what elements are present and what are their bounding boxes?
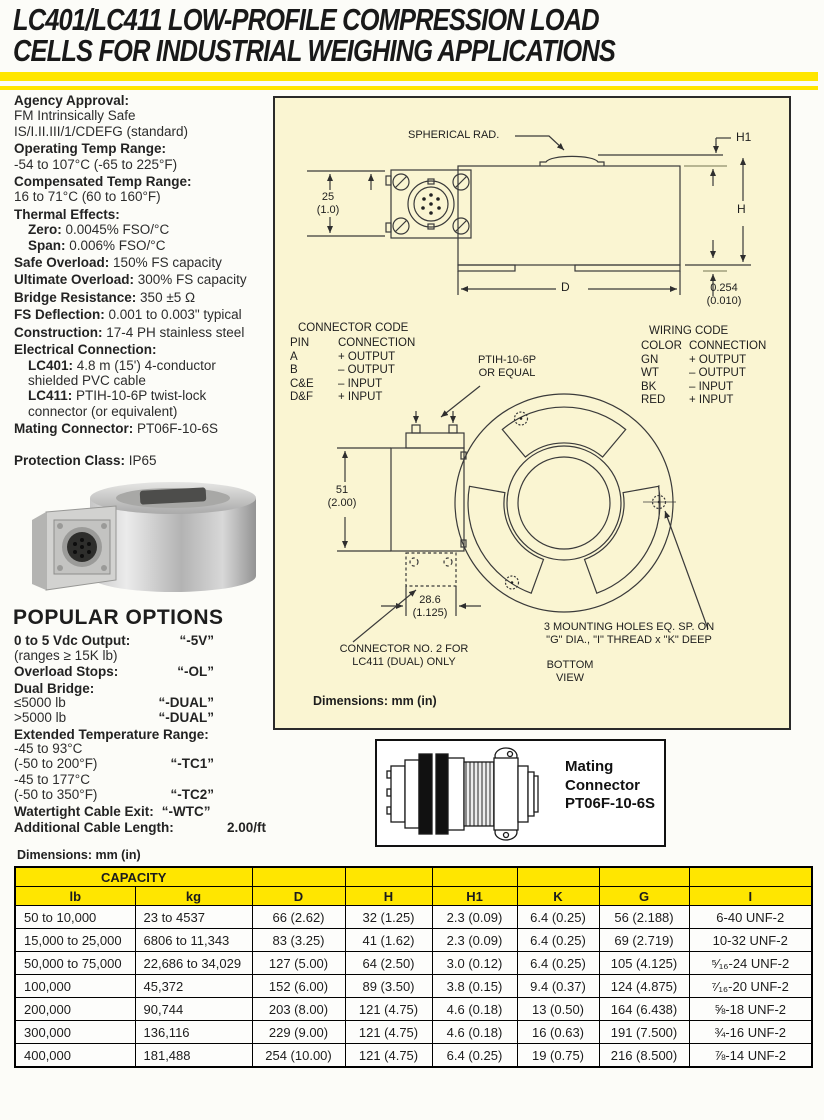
option-line [14, 742, 214, 757]
capacity-header: CAPACITY [15, 867, 252, 887]
table-cell: 6.4 (0.25) [517, 929, 599, 952]
table-cell: 90,744 [135, 998, 252, 1021]
table-cell: 50 to 10,000 [15, 906, 135, 929]
spec-label: Safe Overload: [14, 255, 110, 271]
spec-line [14, 404, 272, 419]
code-row [641, 367, 766, 380]
bottom-view-label [538, 659, 602, 684]
option-code: “-DUAL” [158, 695, 214, 711]
code-row [641, 354, 766, 367]
table-cell: 216 (8.500) [599, 1044, 689, 1068]
option-label: ≤5000 lb [14, 695, 66, 711]
spec-line [14, 307, 272, 322]
dim-0254-in: (0.010) [706, 294, 742, 307]
dim-25-label [305, 191, 351, 216]
table-cell: 50,000 to 75,000 [15, 952, 135, 975]
connector-code-col2: CONNECTION [338, 337, 416, 350]
table-row [15, 952, 812, 975]
code-col2: + OUTPUT [338, 350, 396, 363]
spec-line [14, 255, 272, 270]
code-row [641, 381, 766, 394]
code-col2: + OUTPUT [689, 353, 747, 366]
spec-text: 150% FS capacity [109, 255, 222, 271]
table-cell: 15,000 to 25,000 [15, 929, 135, 952]
code-col1: C&E [290, 377, 314, 390]
code-col1: BK [641, 380, 657, 393]
spec-text: IP65 [125, 452, 157, 468]
wiring-code-col1: COLOR [641, 340, 682, 353]
code-row [290, 364, 415, 377]
column-header-d: D [252, 887, 345, 906]
mating-connector-caption [565, 758, 655, 814]
dim-286-in: (1.125) [412, 606, 448, 619]
spec-line [14, 222, 272, 237]
table-cell: 6.4 (0.25) [517, 906, 599, 929]
table-cell: 152 (6.00) [252, 975, 345, 998]
spec-line [14, 388, 272, 403]
dim-286-mm: 28.6 [419, 594, 441, 606]
table-cell: 64 (2.50) [345, 952, 432, 975]
option-code: “-WTC” [161, 803, 211, 819]
table-cell: 121 (4.75) [345, 998, 432, 1021]
header-spacer [432, 867, 517, 887]
spec-line [14, 124, 272, 139]
dim-h1-label: H1 [736, 130, 752, 144]
table-row [15, 929, 812, 952]
connector-code-rows [290, 351, 415, 405]
option-line [14, 773, 214, 788]
spec-text: 0.001 to 0.003" typical [104, 307, 242, 323]
table-cell: 16 (0.63) [517, 1021, 599, 1044]
code-row [641, 394, 766, 407]
code-col2: + INPUT [338, 391, 383, 404]
spec-text: PT06F-10-6S [133, 421, 219, 437]
option-line [14, 757, 214, 772]
option-label: (-50 to 200°F) [14, 755, 98, 771]
accent-bar-thin [0, 86, 818, 90]
table-cell: 10-32 UNF-2 [689, 929, 812, 952]
table-cell: 3.8 (0.15) [432, 975, 517, 998]
spec-text: -54 to 107°C (-65 to 225°F) [14, 156, 178, 172]
table-column-header-row [15, 887, 812, 906]
bottom-view-line1: BOTTOM [546, 659, 594, 671]
mating-caption-line3: PT06F-10-6S [565, 795, 656, 812]
table-cell: 4.6 (0.18) [432, 1021, 517, 1044]
wiring-code-title: WIRING CODE [649, 325, 729, 337]
spec-label: Ultimate Overload: [14, 272, 135, 288]
code-col2: – OUTPUT [689, 367, 746, 380]
table-cell: 23 to 4537 [135, 906, 252, 929]
spec-line [14, 272, 272, 287]
dim-0254-label [695, 282, 753, 307]
column-header-i: I [689, 887, 812, 906]
code-col1: RED [641, 394, 666, 407]
spec-line [14, 238, 272, 253]
code-col1: GN [641, 353, 659, 366]
code-row [290, 378, 415, 391]
option-line [14, 728, 214, 743]
spec-label: Thermal Effects: [14, 206, 120, 222]
dim-d-label: D [561, 280, 570, 294]
dim-25-in: (1.0) [316, 203, 340, 216]
table-row [15, 1044, 812, 1068]
table-header-capacity-row [15, 867, 812, 887]
spec-label: FS Deflection: [14, 307, 105, 323]
table-cell: 164 (6.438) [599, 998, 689, 1021]
option-label: (-50 to 350°F) [14, 786, 98, 802]
option-label: Additional Cable Length: [14, 820, 174, 836]
column-header-lb: lb [15, 887, 135, 906]
dim-51-label [319, 484, 365, 509]
spec-label: Compensated Temp Range: [14, 174, 192, 190]
dim-51-in: (2.00) [327, 496, 357, 509]
table-cell: 127 (5.00) [252, 952, 345, 975]
ptih-line1: PTIH-10-6P [477, 354, 537, 366]
spec-line [14, 108, 272, 123]
option-line [14, 696, 214, 711]
table-cell: 121 (4.75) [345, 1044, 432, 1068]
table-cell: 124 (4.875) [599, 975, 689, 998]
mounting-holes-note [531, 621, 727, 646]
table-cell: ⁵⁄₁₆-24 UNF-2 [689, 952, 812, 975]
header-spacer [517, 867, 599, 887]
table-cell: 9.4 (0.37) [517, 975, 599, 998]
spec-line [14, 290, 272, 305]
table-cell: 6806 to 11,343 [135, 929, 252, 952]
spec-label: LC411: [28, 388, 73, 404]
table-cell: 105 (4.125) [599, 952, 689, 975]
spec-text: FM Intrinsically Safe [14, 108, 136, 124]
spec-line [14, 93, 272, 108]
spec-label: Span: [28, 237, 66, 253]
spec-label: LC401: [28, 357, 74, 373]
option-code: “-TC2” [170, 786, 214, 802]
code-col2: + INPUT [689, 394, 734, 407]
option-code: “-OL” [177, 664, 214, 680]
table-cell: 400,000 [15, 1044, 135, 1068]
diagram-dimensions-note: Dimensions: mm (in) [313, 694, 437, 708]
spec-label: Mating Connector: [14, 421, 134, 437]
spec-line [14, 421, 272, 436]
table-cell: ⅝-18 UNF-2 [689, 998, 812, 1021]
column-header-h1: H1 [432, 887, 517, 906]
option-label: Dual Bridge: [14, 680, 95, 696]
ptih-line2: OR EQUAL [478, 366, 536, 379]
table-cell: ⅞-14 UNF-2 [689, 1044, 812, 1068]
page-title-line2: CELLS FOR INDUSTRIAL WEIGHING APPLICATIONS [13, 33, 616, 68]
code-row [290, 351, 415, 364]
table-dimensions-note: Dimensions: mm (in) [17, 848, 141, 862]
option-line [14, 711, 214, 726]
spec-text: PTIH-10-6P twist-lock [72, 388, 207, 404]
bottom-view-line2: VIEW [555, 671, 585, 684]
connector-code-col1: PIN [290, 337, 310, 350]
option-line [14, 788, 214, 803]
spec-line [14, 189, 272, 204]
page-title [13, 4, 615, 66]
table-cell: 69 (2.719) [599, 929, 689, 952]
option-code: “-DUAL” [158, 709, 214, 725]
table-cell: 136,116 [135, 1021, 252, 1044]
table-cell: 200,000 [15, 998, 135, 1021]
table-cell: 83 (3.25) [252, 929, 345, 952]
option-line [14, 805, 214, 820]
dim-51-mm: 51 [335, 484, 349, 496]
column-header-h: H [345, 887, 432, 906]
connector-code-title: CONNECTOR CODE [298, 322, 409, 334]
table-row [15, 906, 812, 929]
spec-text: connector (or equivalent) [28, 403, 178, 419]
option-label: -45 to 177°C [14, 772, 90, 788]
spec-list [14, 93, 272, 468]
spec-label: Bridge Resistance: [14, 289, 137, 305]
option-code: 2.00/ft [226, 820, 266, 836]
code-col2: – OUTPUT [338, 364, 395, 377]
table-cell: 19 (0.75) [517, 1044, 599, 1068]
option-label: Watertight Cable Exit: [14, 803, 154, 819]
column-header-kg: kg [135, 887, 252, 906]
spec-line [14, 373, 272, 388]
column-header-k: K [517, 887, 599, 906]
connector-code-header [290, 337, 415, 350]
code-col2: – INPUT [338, 377, 383, 390]
option-label: Extended Temperature Range: [14, 726, 209, 742]
table-cell: 22,686 to 34,029 [135, 952, 252, 975]
table-cell: 6-40 UNF-2 [689, 906, 812, 929]
table-cell: 45,372 [135, 975, 252, 998]
ptih-connector-label [458, 354, 556, 379]
spec-label: Zero: [28, 222, 62, 238]
table-cell: 254 (10.00) [252, 1044, 345, 1068]
spec-label: Operating Temp Range: [14, 141, 167, 157]
spec-line [14, 207, 272, 222]
code-col1: B [290, 364, 298, 377]
dim-286-label [397, 594, 463, 619]
spec-line [14, 325, 272, 340]
table-cell: ¾-16 UNF-2 [689, 1021, 812, 1044]
spec-line [14, 358, 272, 373]
product-photo [16, 456, 264, 612]
spec-text: 0.0045% FSO/°C [61, 222, 170, 238]
option-label: -45 to 93°C [14, 741, 83, 757]
code-row [290, 391, 415, 404]
table-cell: 41 (1.62) [345, 929, 432, 952]
spec-text: 350 ±5 Ω [136, 289, 196, 305]
spec-line [14, 141, 272, 156]
popular-options-list [14, 633, 266, 836]
accent-bar-thick [0, 72, 818, 81]
wiring-code-header [641, 340, 766, 353]
capacity-table [14, 866, 813, 1068]
spec-label: Electrical Connection: [14, 342, 157, 358]
spec-text: 16 to 71°C (60 to 160°F) [14, 189, 161, 205]
table-cell: ⁷⁄₁₆-20 UNF-2 [689, 975, 812, 998]
mounting-line2: "G" DIA., "I" THREAD x "K" DEEP [546, 633, 712, 646]
spec-text: 0.006% FSO/°C [65, 237, 166, 253]
table-row [15, 975, 812, 998]
table-cell: 2.3 (0.09) [432, 906, 517, 929]
table-cell: 121 (4.75) [345, 1021, 432, 1044]
table-cell: 56 (2.188) [599, 906, 689, 929]
option-line [14, 634, 214, 649]
spec-text: IS/I.II.III/1/CDEFG (standard) [14, 123, 189, 139]
wiring-code-rows [641, 354, 766, 408]
table-body [15, 906, 812, 1068]
load-cell-photo-art [16, 456, 264, 612]
mating-caption-line2: Connector [565, 776, 640, 794]
header-spacer [599, 867, 689, 887]
table-cell: 191 (7.500) [599, 1021, 689, 1044]
dim-h-label: H [737, 202, 746, 216]
option-label: Overload Stops: [14, 664, 119, 680]
spec-label: Protection Class: [14, 452, 126, 468]
spec-text: 17-4 PH stainless steel [102, 324, 245, 340]
table-cell: 3.0 (0.12) [432, 952, 517, 975]
spec-label: Construction: [14, 324, 103, 340]
table-row [15, 998, 812, 1021]
connector2-line1: CONNECTOR NO. 2 FOR [339, 643, 469, 655]
table-cell: 100,000 [15, 975, 135, 998]
option-line [14, 682, 214, 697]
connector2-line2: LC411 (DUAL) ONLY [352, 655, 456, 668]
page-title-line1: LC401/LC411 LOW-PROFILE COMPRESSION LOAD [13, 2, 599, 37]
table-cell: 6.4 (0.25) [432, 1044, 517, 1068]
option-code: “-5V” [179, 633, 214, 648]
header-spacer [252, 867, 345, 887]
option-code: “-TC1” [170, 755, 214, 771]
spec-text: 4.8 m (15') 4-conductor [73, 357, 216, 373]
table-cell: 32 (1.25) [345, 906, 432, 929]
table-cell: 181,488 [135, 1044, 252, 1068]
mounting-line1: 3 MOUNTING HOLES EQ. SP. ON [543, 621, 715, 633]
dim-25-mm: 25 [321, 191, 335, 203]
wiring-code-col2: CONNECTION [689, 340, 767, 353]
table-cell: 300,000 [15, 1021, 135, 1044]
mating-connector-figure [375, 739, 666, 847]
table-cell: 13 (0.50) [517, 998, 599, 1021]
dim-0254-mm: 0.254 [710, 282, 738, 294]
mating-connector-art [385, 744, 563, 845]
spec-label: Agency Approval: [14, 93, 130, 108]
code-col1: A [290, 350, 298, 363]
table-cell: 66 (2.62) [252, 906, 345, 929]
header-spacer [345, 867, 432, 887]
spec-text: shielded PVC cable [28, 372, 146, 388]
spec-line [14, 342, 272, 357]
option-line [14, 649, 214, 664]
connector-code-block [290, 322, 415, 404]
spec-line [14, 157, 272, 172]
spherical-rad-label: SPHERICAL RAD. [408, 129, 500, 141]
technical-diagram [273, 96, 791, 730]
header-spacer [689, 867, 812, 887]
column-header-g: G [599, 887, 689, 906]
spec-line [14, 174, 272, 189]
table-cell: 229 (9.00) [252, 1021, 345, 1044]
table-row [15, 1021, 812, 1044]
option-line [14, 821, 266, 836]
option-line [14, 665, 214, 680]
option-label: 0 to 5 Vdc Output: [14, 633, 131, 648]
mating-caption-line1: Mating [565, 758, 614, 775]
table-cell: 4.6 (0.18) [432, 998, 517, 1021]
popular-options-title: POPULAR OPTIONS [13, 606, 224, 629]
spec-text: 300% FS capacity [134, 272, 247, 288]
table-cell: 203 (8.00) [252, 998, 345, 1021]
code-col1: WT [641, 367, 659, 380]
table-cell: 6.4 (0.25) [517, 952, 599, 975]
wiring-code-block [641, 325, 766, 407]
table-cell: 89 (3.50) [345, 975, 432, 998]
option-label: >5000 lb [14, 709, 67, 725]
table-cell: 2.3 (0.09) [432, 929, 517, 952]
connector2-note [319, 643, 489, 668]
option-label: (ranges ≥ 15K lb) [14, 647, 118, 663]
code-col1: D&F [290, 391, 313, 404]
code-col2: – INPUT [689, 380, 734, 393]
